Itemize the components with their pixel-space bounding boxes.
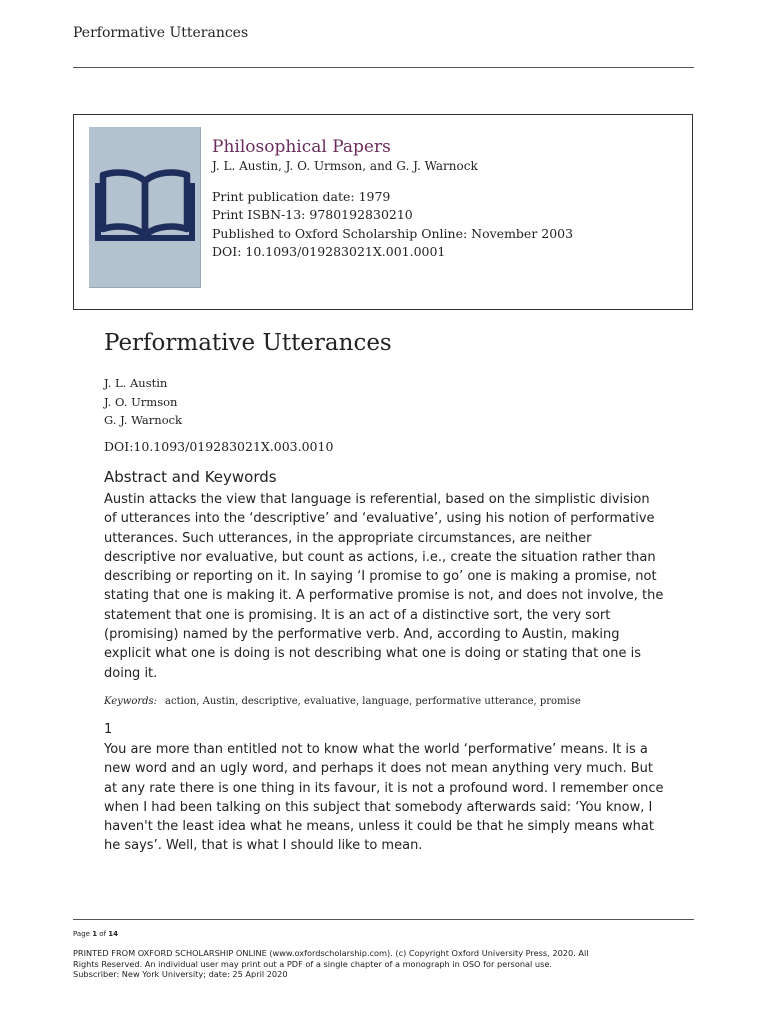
page-of: of xyxy=(99,930,107,938)
print-date: Print publication date: 1979 xyxy=(212,189,391,204)
book-cover xyxy=(89,127,201,288)
book-meta xyxy=(212,188,573,262)
abstract-heading: Abstract and Keywords xyxy=(104,468,277,486)
book-authors: J. L. Austin, J. O. Urmson, and G. J. Warnock xyxy=(212,159,478,173)
abstract-text: Austin attacks the view that language is referential, based on the simplistic division of utterances into the ‘descriptive’ and ‘evaluative’, using his notion of performative utterances. Such utterances, in the appropriate circumstances, are neither descriptive nor evaluative, but count as actions, i.e., create the situation rather than describing or reporting on it. In saying ‘I promise to go’ one is making a promise, not stating that one is making it. A performative promise is not, and does not involve, the statement that one is promising. It is an act of a distinctive sort, the very sort (promising) named by the performative verb. And, according to Austin, making explicit what one is doing is not describing what one is doing or stating that one is doing it. xyxy=(104,492,664,681)
section-number: 1 xyxy=(104,722,113,737)
chapter-title: Performative Utterances xyxy=(104,330,392,356)
running-head: Performative Utterances xyxy=(73,25,249,41)
keywords-list: action, Austin, descriptive, evaluative, language, performative utterance, promise xyxy=(165,696,581,707)
footer-line: Rights Reserved. An individual user may print out a PDF of a single chapter of a monograph in OSO for personal use. xyxy=(73,958,553,969)
chapter-author: J. L. Austin xyxy=(104,376,168,390)
footer-line: Subscriber: New York University; date: 25 April 2020 xyxy=(73,969,288,979)
header-rule xyxy=(73,67,694,68)
page-number xyxy=(73,930,118,938)
open-book-icon xyxy=(93,165,197,247)
chapter-doi: DOI:10.1093/019283021X.003.0010 xyxy=(104,439,334,454)
book-info-box xyxy=(73,114,693,310)
book-doi: DOI: 10.1093/019283021X.001.0001 xyxy=(212,244,446,260)
page-current: 1 xyxy=(92,930,98,938)
chapter-author: G. J. Warnock xyxy=(104,413,183,428)
keywords-label: Keywords: xyxy=(104,696,158,707)
copyright-footer xyxy=(73,948,695,980)
page-total: 14 xyxy=(108,930,119,938)
chapter-authors xyxy=(104,374,182,430)
keywords xyxy=(104,696,581,707)
page-prefix: Page xyxy=(73,930,90,938)
isbn: Print ISBN-13: 9780192830210 xyxy=(212,207,413,223)
footer-rule xyxy=(73,919,694,920)
chapter-author: J. O. Urmson xyxy=(104,394,178,409)
body-paragraph: You are more than entitled not to know what the world ‘performative’ means. It is a new word and an ugly word, and perhaps it does not mean anything very much. But at any rate there is one thing in its favour, it is not a profound word. I remember once when I had been talking on this subject that somebody afterwards said: ‘You know, I haven't the least idea what he means, unless it could be that he simply means what he says’. Well, that is what I should like to mean. xyxy=(104,742,664,854)
footer-line: PRINTED FROM OXFORD SCHOLARSHIP ONLINE (www.oxfordscholarship.com). (c) Copyright Oxford University Press, 2020. All xyxy=(73,948,589,958)
book-title: Philosophical Papers xyxy=(212,137,391,157)
published-online: Published to Oxford Scholarship Online: November 2003 xyxy=(212,225,574,241)
